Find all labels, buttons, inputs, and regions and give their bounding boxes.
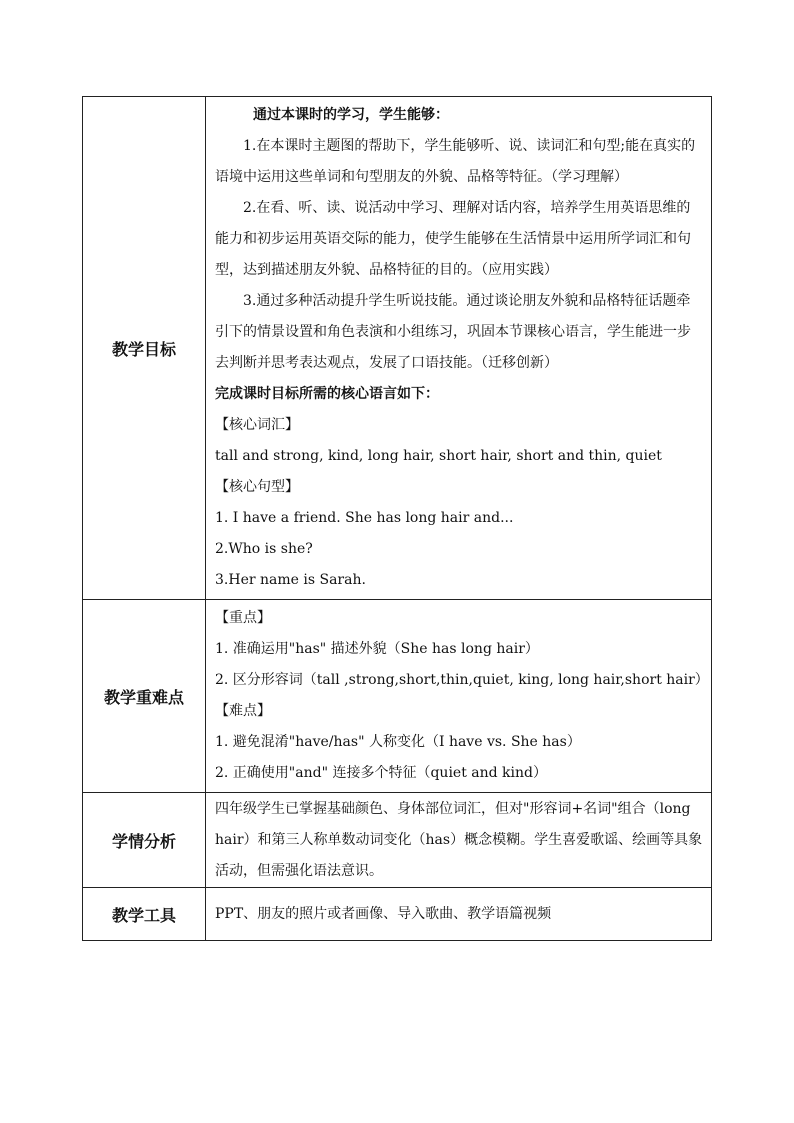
key-item-2: 2. 区分形容词（tall ,strong,short,thin,quiet, king, long hair,short hair） (215, 672, 709, 688)
analysis-label: 学情分析 (83, 793, 206, 888)
difficult-item-1: 1. 避免混淆"have/has" 人称变化（I have vs. She has） (215, 734, 581, 750)
goal-2: 2.在看、听、读、说活动中学习、理解对话内容，培养学生用英语思维的能力和初步运用英语交际的能力，使学生能够在生活情景中运用所学词汇和句型，达到描述朋友外貌、品格特征的目的。（应用实践） (215, 200, 691, 278)
objectives-row (83, 97, 712, 600)
goal-3: 3.通过多种活动提升学生听说技能。通过谈论朋友外貌和品格特征话题牵引下的情景设置和角色表演和小组练习，巩固本节课核心语言，学生能进一步去判断并思考表达观点，发展了口语技能。（迁移创新） (215, 293, 691, 371)
key-points-label: 教学重难点 (83, 600, 206, 793)
sentence-heading: 【核心句型】 (215, 479, 299, 495)
key-points-row (83, 600, 712, 793)
core-language-heading: 完成课时目标所需的核心语言如下： (215, 386, 439, 402)
key-heading: 【重点】 (215, 610, 271, 626)
objectives-content (206, 97, 712, 600)
sentence-1: 1. I have a friend. She has long hair and... (215, 510, 514, 526)
tools-text: PPT、朋友的照片或者画像、导入歌曲、教学语篇视频 (215, 905, 552, 922)
tools-row (83, 888, 712, 941)
tools-label: 教学工具 (83, 888, 206, 941)
analysis-content (206, 793, 712, 888)
goal-1: 1.在本课时主题图的帮助下，学生能够听、说、读词汇和句型;能在真实的语境中运用这些单词和句型朋友的外貌、品格等特征。（学习理解） (215, 138, 696, 185)
vocab-list: tall and strong, kind, long hair, short hair, short and thin, quiet (215, 448, 662, 464)
lesson-plan-table (82, 96, 712, 941)
tools-content (206, 888, 712, 941)
difficult-heading: 【难点】 (215, 703, 271, 719)
key-item-1: 1. 准确运用"has" 描述外貌（She has long hair） (215, 641, 539, 657)
vocab-heading: 【核心词汇】 (215, 417, 299, 433)
analysis-text: 四年级学生已掌握基础颜色、身体部位词汇，但对"形容词+名词"组合（long hair）和第三人称单数动词变化（has）概念模糊。学生喜爱歌谣、绘画等具象活动，但需强化语法意识。 (215, 800, 703, 879)
key-points-content (206, 600, 712, 793)
objectives-intro: 通过本课时的学习，学生能够： (253, 107, 449, 123)
objectives-label: 教学目标 (83, 97, 206, 600)
sentence-3: 3.Her name is Sarah. (215, 572, 366, 588)
sentence-2: 2.Who is she? (215, 541, 313, 557)
difficult-item-2: 2. 正确使用"and" 连接多个特征（quiet and kind） (215, 765, 547, 781)
analysis-row (83, 793, 712, 888)
